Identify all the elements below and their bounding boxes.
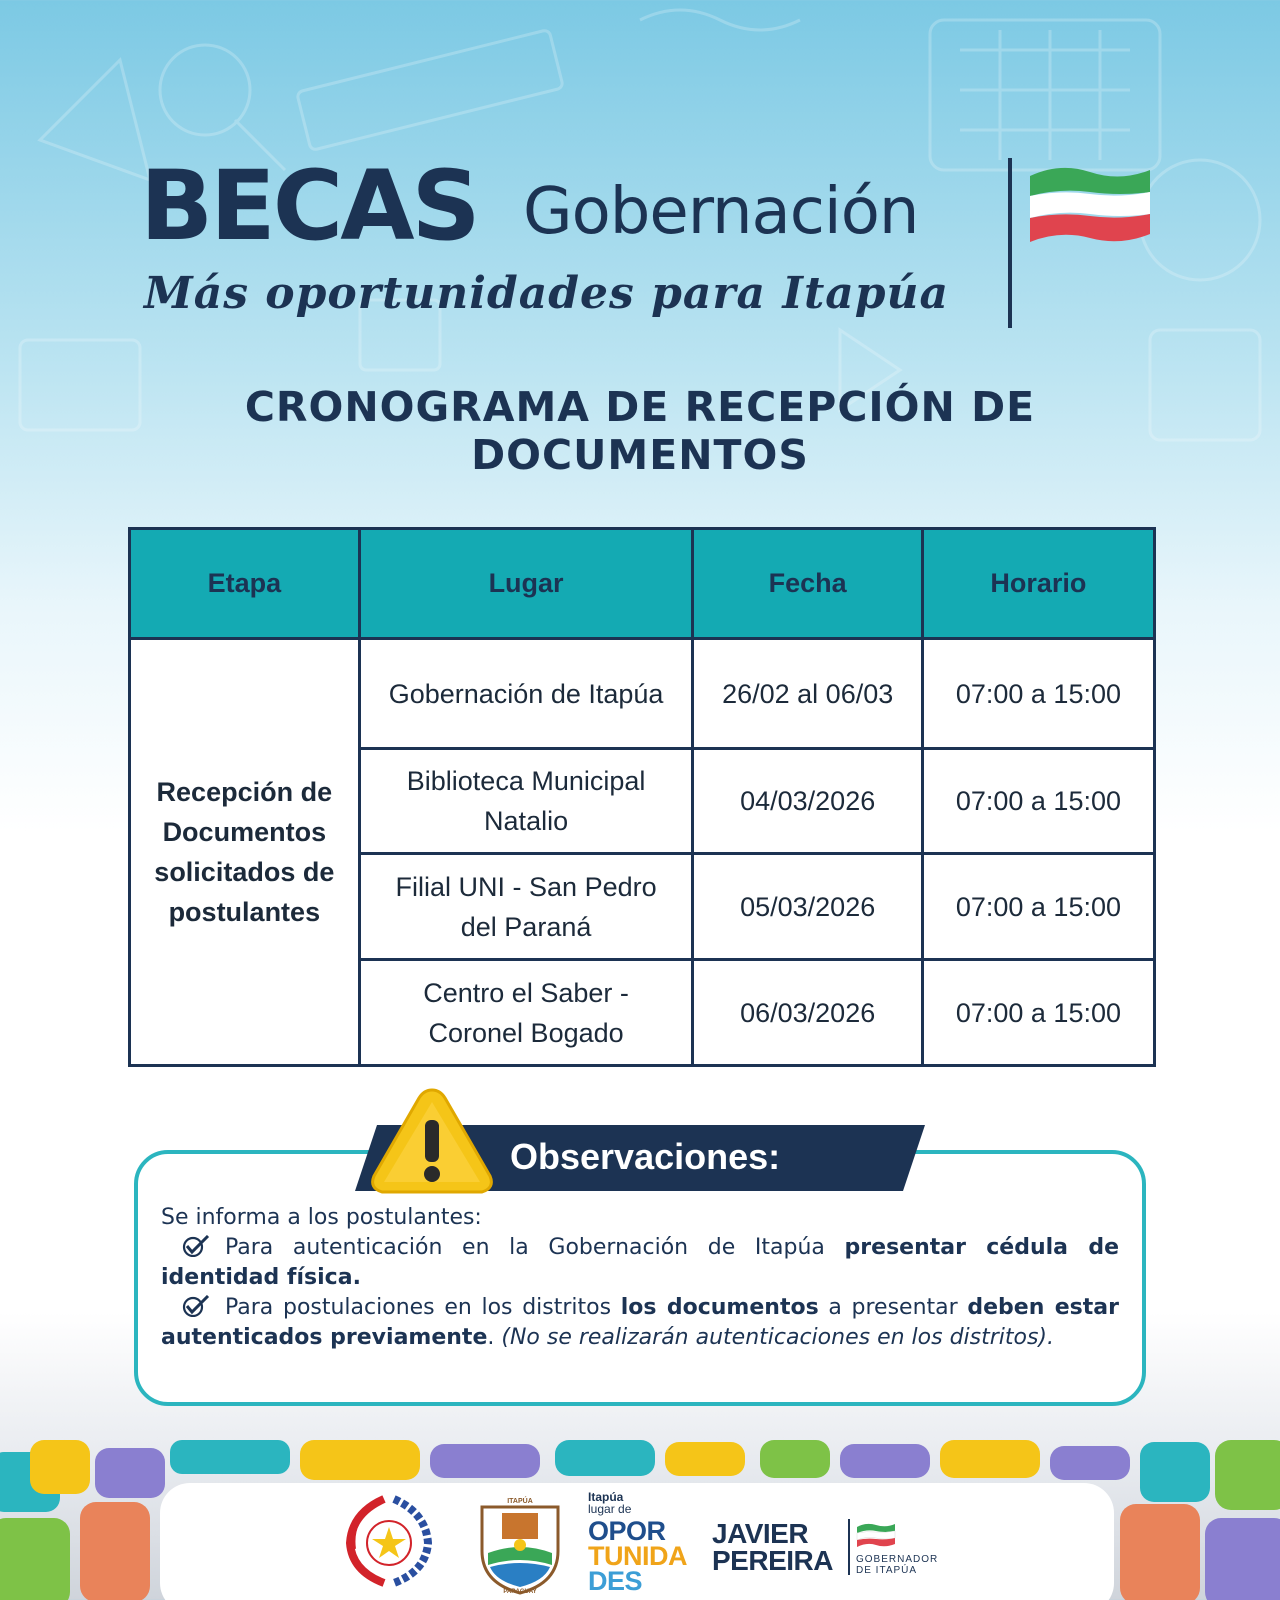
horario-cell: 07:00 a 15:00 <box>922 639 1154 749</box>
pereira-text: PEREIRA <box>712 1545 833 1576</box>
header-horario: Horario <box>922 529 1154 639</box>
lugar-cell <box>359 854 693 960</box>
becas-brand-header <box>140 150 1150 350</box>
javier-text: JAVIER <box>712 1518 809 1549</box>
item2-italic: (No se realizarán autenticaciones en los distritos). <box>501 1325 1055 1350</box>
observacion-item-1 <box>161 1233 1119 1293</box>
etapa-line: Documentos <box>162 817 327 847</box>
lugar-line: del Paraná <box>460 911 592 942</box>
brand-gobernacion-wordmark: Gobernación <box>523 175 919 249</box>
lugar-line: Natalio <box>484 806 569 836</box>
item2-bold-b: deben estar autenticados previamente <box>161 1295 1119 1350</box>
op-big-3: DES <box>588 1566 643 1596</box>
lugar-line: Filial UNI - San Pedro <box>395 871 657 902</box>
item2-bold-a: los documentos <box>620 1295 819 1320</box>
page-title-line-1: CRONOGRAMA DE RECEPCIÓN DE <box>244 383 1036 431</box>
itapua-seal-icon <box>474 1493 566 1595</box>
brand-slogan: Más oportunidades para Itapúa <box>144 268 950 319</box>
item2-text-a: Para postulaciones en los distritos <box>225 1295 612 1320</box>
etapa-line: postulantes <box>168 897 321 927</box>
itapua-seal-bottom-text: PARAGUAY <box>503 1589 537 1595</box>
itapua-flag-icon <box>856 1522 896 1548</box>
table-row <box>130 639 1155 749</box>
brand-becas-wordmark: BECAS <box>140 150 478 262</box>
lugar-line: Coronel Bogado <box>428 1017 624 1048</box>
op-big-2: TUNIDA <box>588 1541 687 1571</box>
itapua-seal-top-text: ITAPÚA <box>507 1498 533 1505</box>
lugar-cell <box>359 639 693 749</box>
horario-cell: 07:00 a 15:00 <box>922 960 1154 1066</box>
horario-cell: 07:00 a 15:00 <box>922 854 1154 960</box>
schedule-table <box>128 527 1156 1067</box>
oportunidades-logo-small <box>588 1491 631 1515</box>
javier-pereira-divider <box>848 1519 850 1575</box>
header-fecha: Fecha <box>693 529 922 639</box>
fecha-cell: 05/03/2026 <box>693 854 922 960</box>
lugar-line: Gobernación de Itapúa <box>388 678 664 709</box>
itapua-flag-icon <box>1028 162 1153 247</box>
item1-bold: presentar cédula de identidad física. <box>161 1235 1120 1290</box>
brand-divider <box>1008 158 1012 328</box>
etapa-line: solicitados de <box>154 857 335 887</box>
header-etapa: Etapa <box>130 529 360 639</box>
lugar-line: Centro el Saber - <box>423 977 629 1008</box>
op-big-1: OPOR <box>588 1516 666 1546</box>
observaciones-text <box>161 1203 1119 1353</box>
gov-line-1: GOBERNADOR <box>856 1554 939 1565</box>
check-circle-icon <box>181 1235 211 1257</box>
etapa-line: Recepción de <box>156 777 333 807</box>
gobernador-label <box>856 1554 938 1576</box>
etapa-cell <box>130 639 360 1066</box>
oportunidades-logo <box>588 1516 687 1596</box>
observaciones-intro: Se informa a los postulantes: <box>161 1205 482 1230</box>
item2-text-c: . <box>487 1325 495 1350</box>
item2-text-b: a presentar <box>828 1295 958 1320</box>
fecha-cell: 06/03/2026 <box>693 960 922 1066</box>
observacion-item-2 <box>161 1293 1119 1353</box>
observaciones-title: Observaciones: <box>510 1136 781 1177</box>
fecha-cell: 26/02 al 06/03 <box>693 639 922 749</box>
check-circle-icon <box>181 1295 211 1317</box>
javier-pereira-logo <box>712 1520 833 1574</box>
fecha-cell: 04/03/2026 <box>693 749 922 854</box>
lugar-line: Biblioteca Municipal <box>406 766 646 796</box>
lugar-cell <box>359 749 693 854</box>
paraguay-seal-icon <box>338 1491 440 1589</box>
item1-text: Para autenticación en la Gobernación de Itapúa <box>225 1235 825 1260</box>
lugar-cell <box>359 960 693 1066</box>
op-line-1-text: Itapúa <box>588 1490 624 1504</box>
header-lugar: Lugar <box>359 529 693 639</box>
page-title <box>140 383 1140 479</box>
op-line-2: lugar de <box>588 1502 632 1516</box>
warning-icon <box>368 1084 496 1200</box>
horario-cell: 07:00 a 15:00 <box>922 749 1154 854</box>
gov-line-2: DE ITAPÚA <box>856 1565 918 1576</box>
table-header-row <box>130 529 1155 639</box>
page-title-line-2: DOCUMENTOS <box>471 431 809 479</box>
